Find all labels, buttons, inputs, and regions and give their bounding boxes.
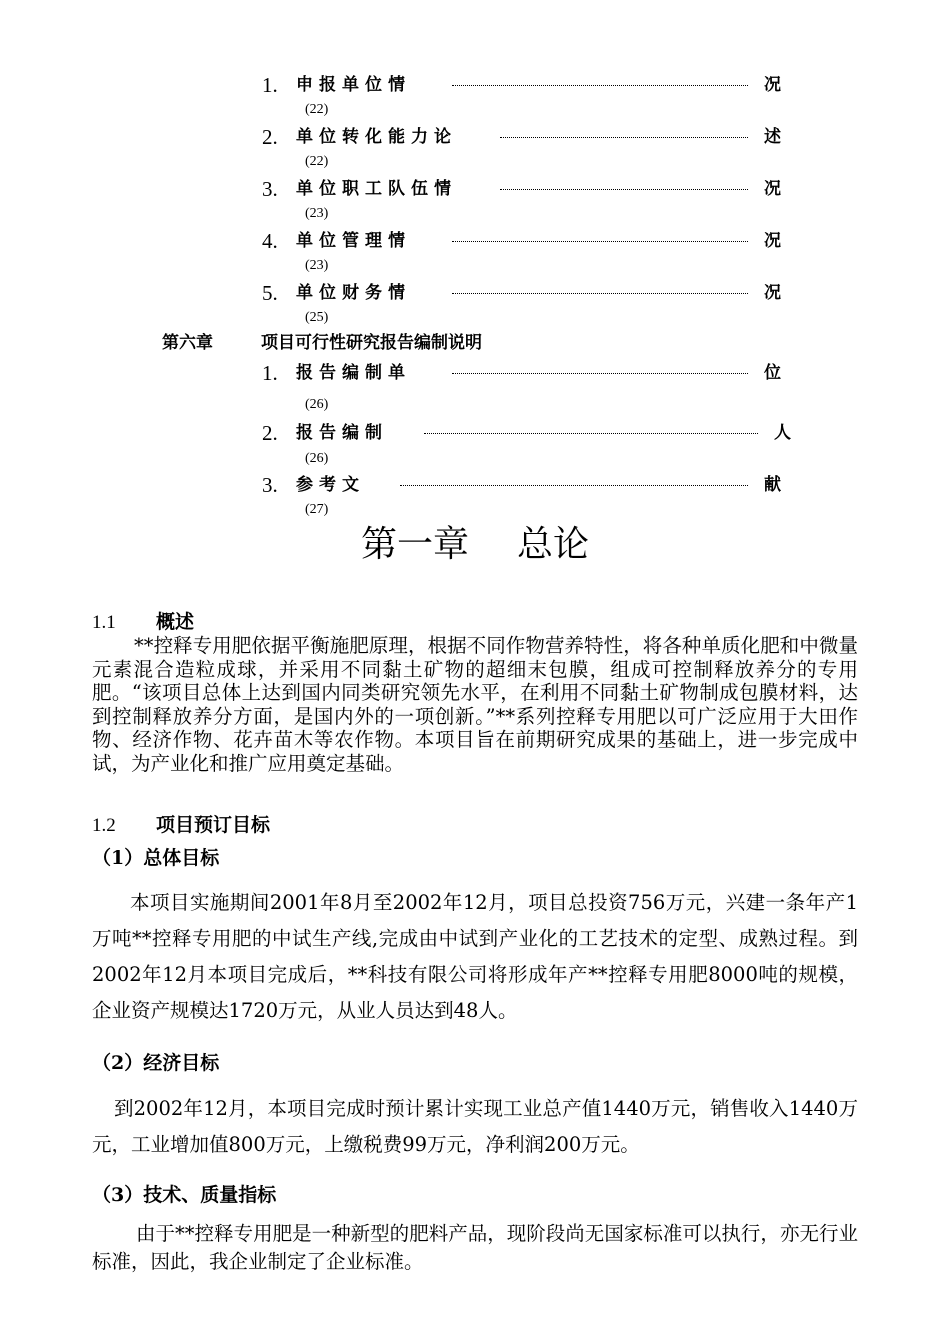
toc-item[interactable]: [262, 420, 790, 446]
section-heading: [92, 813, 270, 838]
toc-item-number: 5.: [262, 281, 278, 305]
toc-item[interactable]: [262, 72, 790, 98]
toc-item[interactable]: [262, 472, 790, 498]
subsection-heading: （1）总体目标: [92, 847, 220, 869]
toc-page-number: (25): [305, 310, 329, 325]
toc-item-number: 1.: [262, 73, 278, 97]
toc-item-number: 2.: [262, 421, 278, 445]
section-number: 1.2: [92, 815, 116, 836]
toc-item-title: 参考文: [296, 475, 365, 495]
chapter-heading: [0, 522, 950, 568]
section-number: 1.1: [92, 612, 116, 633]
toc-item[interactable]: [262, 280, 790, 306]
toc-page-number: (26): [305, 451, 329, 466]
toc-item-title: 单位转化能力论: [296, 127, 457, 147]
toc-page-number: (22): [305, 154, 329, 169]
toc-chapter-label: 第六章: [162, 333, 213, 353]
toc-leader-dots: [424, 433, 758, 434]
toc-leader-dots: [500, 137, 748, 138]
paragraph: **控释专用肥依据平衡施肥原理，根据不同作物营养特性，将各种单质化肥和中微量元素混合造粒成球，并采用不同黏土矿物的超细末包膜，组成可控制释放养分的专用肥。“该项目总体上达到国内同类研究领先水平，在利用不同黏土矿物制成包膜材料，达到控制释放养分方面，是国内外的一项创新。”**系列控释专用肥以可广泛应用于大田作物、经济作物、花卉苗木等农作物。本项目旨在前期研究成果的基础上，进一步完成中试，为产业化和推广应用奠定基础。: [92, 634, 858, 775]
toc-item-number: 4.: [262, 229, 278, 253]
paragraph: 本项目实施期间2001年8月至2002年12月，项目总投资756万元，兴建一条年产1万吨**控释专用肥的中试生产线,完成由中试到产业化的工艺技术的定型、成熟过程。到2002年12月本项目完成后，**科技有限公司将形成年产**控释专用肥8000吨的规模，企业资产规模达1720万元，从业人员达到48人。: [92, 891, 858, 1022]
subsection-heading: （2）经济目标: [92, 1052, 220, 1074]
toc-page-number: (27): [305, 502, 329, 517]
toc-leader-dots: [500, 189, 748, 190]
toc-item-title-end: 况: [764, 179, 781, 199]
toc-item[interactable]: [262, 228, 790, 254]
section-title: 项目预订目标: [156, 814, 271, 836]
toc-item-title-end: 献: [764, 475, 781, 495]
toc-item-title: 申报单位情: [296, 75, 411, 95]
toc-chapter-title: 项目可行性研究报告编制说明: [261, 333, 482, 353]
toc-chapter-heading[interactable]: [162, 331, 482, 355]
chapter-title: 总论: [517, 524, 590, 565]
toc-leader-dots: [452, 293, 748, 294]
subsection-heading: （3）技术、质量指标: [92, 1184, 277, 1206]
toc-leader-dots: [452, 241, 748, 242]
toc-leader-dots: [452, 85, 748, 86]
toc-item-title: 单位财务情: [296, 283, 411, 303]
toc-item-number: 2.: [262, 125, 278, 149]
paragraph: 到2002年12月，本项目完成时预计累计实现工业总产值1440万元，销售收入1440万元，工业增加值800万元，上缴税费99万元，净利润200万元。: [92, 1097, 858, 1156]
toc-item-number: 3.: [262, 177, 278, 201]
toc-item[interactable]: [262, 360, 790, 386]
chapter-label: 第一章: [360, 524, 469, 565]
toc-item-title-end: 况: [764, 283, 781, 303]
toc-page-number: (22): [305, 102, 329, 117]
section-heading: [92, 610, 194, 635]
toc-leader-dots: [400, 485, 748, 486]
toc-item-title: 报告编制单: [296, 363, 411, 383]
toc-item-title: 单位职工队伍情: [296, 179, 457, 199]
toc-page-number: (26): [305, 397, 329, 412]
section-title: 概述: [156, 611, 195, 633]
toc-page-number: (23): [305, 206, 329, 221]
toc-item-number: 1.: [262, 361, 278, 385]
paragraph: 由于**控释专用肥是一种新型的肥料产品，现阶段尚无国家标准可以执行，亦无行业标准，因此，我企业制定了企业标准。: [92, 1222, 858, 1273]
toc-item[interactable]: [262, 124, 790, 150]
toc-item-title-end: 述: [764, 127, 781, 147]
toc-item-title-end: 况: [764, 231, 781, 251]
toc-page-number: (23): [305, 258, 329, 273]
toc-item-title-end: 人: [774, 423, 791, 443]
toc-item-number: 3.: [262, 473, 278, 497]
toc-item-title: 单位管理情: [296, 231, 411, 251]
toc-item-title: 报告编制: [296, 423, 388, 443]
toc-item-title-end: 位: [764, 363, 781, 383]
toc-leader-dots: [452, 373, 748, 374]
toc-item[interactable]: [262, 176, 790, 202]
toc-item-title-end: 况: [764, 75, 781, 95]
